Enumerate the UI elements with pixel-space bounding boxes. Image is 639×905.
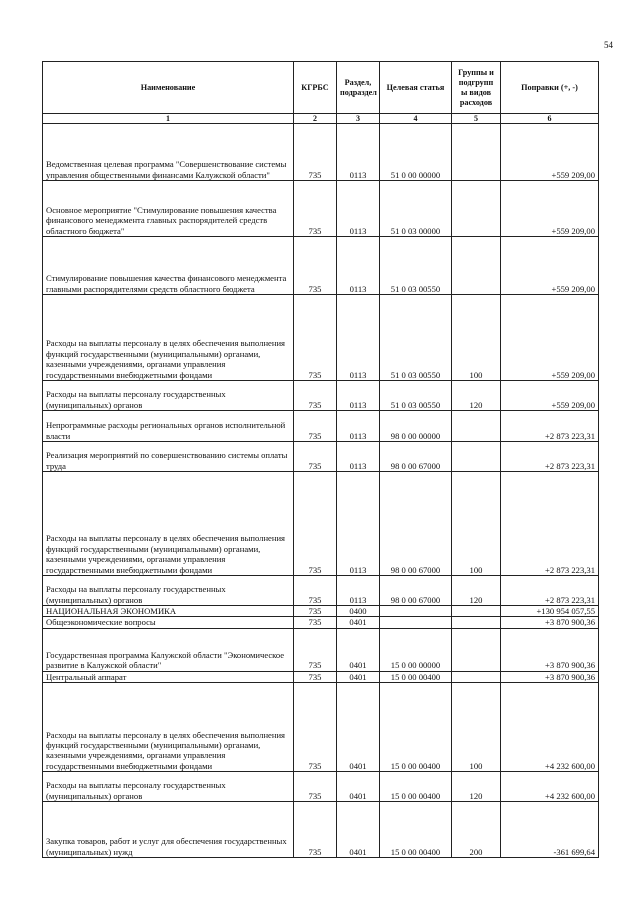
row-name: Стимулирование повышения качества финансового менеджмента главными распорядителями средств областного бюджета bbox=[43, 237, 294, 295]
row-expense-group: 120 bbox=[452, 772, 501, 802]
row-kgrbs: 735 bbox=[294, 617, 337, 628]
row-expense-group: 200 bbox=[452, 802, 501, 858]
header-amendments: Поправки (+, -) bbox=[501, 62, 599, 114]
table-row bbox=[43, 606, 599, 617]
row-expense-group bbox=[452, 606, 501, 617]
row-target-article: 15 0 00 00400 bbox=[380, 802, 452, 858]
row-name: Ведомственная целевая программа "Совершенствование системы управления общественными финансами Калужской области" bbox=[43, 124, 294, 181]
row-expense-group bbox=[452, 617, 501, 628]
row-kgrbs: 735 bbox=[294, 237, 337, 295]
row-expense-group bbox=[452, 671, 501, 682]
row-name: Непрограммные расходы региональных органов исполнительной власти bbox=[43, 411, 294, 442]
column-number: 5 bbox=[452, 114, 501, 124]
row-expense-group bbox=[452, 411, 501, 442]
row-name: Реализация мероприятий по совершенствованию системы оплаты труда bbox=[43, 442, 294, 472]
row-amendment-amount: +130 954 057,55 bbox=[501, 606, 599, 617]
row-target-article bbox=[380, 606, 452, 617]
header-target: Целевая статья bbox=[380, 62, 452, 114]
row-amendment-amount: +2 873 223,31 bbox=[501, 442, 599, 472]
row-section: 0113 bbox=[337, 181, 380, 237]
row-section: 0401 bbox=[337, 628, 380, 671]
row-expense-group bbox=[452, 124, 501, 181]
row-target-article: 98 0 00 67000 bbox=[380, 472, 452, 576]
table-body bbox=[43, 124, 599, 858]
row-section: 0113 bbox=[337, 442, 380, 472]
row-target-article: 15 0 00 00000 bbox=[380, 628, 452, 671]
row-name: Расходы на выплаты персоналу государственных (муниципальных) органов bbox=[43, 576, 294, 606]
table-row bbox=[43, 381, 599, 411]
table-row bbox=[43, 237, 599, 295]
table-row bbox=[43, 295, 599, 381]
column-number-row bbox=[43, 114, 599, 124]
row-kgrbs: 735 bbox=[294, 124, 337, 181]
row-target-article: 51 0 03 00000 bbox=[380, 181, 452, 237]
row-kgrbs: 735 bbox=[294, 671, 337, 682]
table-row bbox=[43, 772, 599, 802]
header-kgrbs: КГРБС bbox=[294, 62, 337, 114]
table-row bbox=[43, 671, 599, 682]
row-name: Расходы на выплаты персоналу в целях обеспечения выполнения функций государственными (муниципальными) органами, казенными учреждениями, органами управления государственными внебюджетными фондами bbox=[43, 295, 294, 381]
row-amendment-amount: +2 873 223,31 bbox=[501, 472, 599, 576]
table-row bbox=[43, 802, 599, 858]
row-kgrbs: 735 bbox=[294, 683, 337, 772]
row-name: Расходы на выплаты персоналу государственных (муниципальных) органов bbox=[43, 772, 294, 802]
row-name: Основное мероприятие "Стимулирование повышения качества финансового менеджмента главных распорядителей средств областного бюджета" bbox=[43, 181, 294, 237]
header-section: Раздел, подраздел bbox=[337, 62, 380, 114]
row-kgrbs: 735 bbox=[294, 606, 337, 617]
row-kgrbs: 735 bbox=[294, 772, 337, 802]
row-amendment-amount: +2 873 223,31 bbox=[501, 411, 599, 442]
column-number: 4 bbox=[380, 114, 452, 124]
table-row bbox=[43, 617, 599, 628]
table-row bbox=[43, 576, 599, 606]
row-expense-group: 100 bbox=[452, 683, 501, 772]
row-target-article: 98 0 00 67000 bbox=[380, 442, 452, 472]
row-kgrbs: 735 bbox=[294, 181, 337, 237]
row-target-article: 15 0 00 00400 bbox=[380, 671, 452, 682]
row-target-article bbox=[380, 617, 452, 628]
row-kgrbs: 735 bbox=[294, 442, 337, 472]
row-kgrbs: 735 bbox=[294, 576, 337, 606]
table-row bbox=[43, 124, 599, 181]
row-name: Расходы на выплаты персоналу государственных (муниципальных) органов bbox=[43, 381, 294, 411]
table-row bbox=[43, 411, 599, 442]
column-number: 2 bbox=[294, 114, 337, 124]
row-amendment-amount: +4 232 600,00 bbox=[501, 683, 599, 772]
row-kgrbs: 735 bbox=[294, 295, 337, 381]
row-amendment-amount: +3 870 900,36 bbox=[501, 671, 599, 682]
row-kgrbs: 735 bbox=[294, 411, 337, 442]
row-section: 0401 bbox=[337, 671, 380, 682]
row-amendment-amount: +3 870 900,36 bbox=[501, 628, 599, 671]
row-name: Расходы на выплаты персоналу в целях обеспечения выполнения функций государственными (муниципальными) органами, казенными учреждениями, органами управления государственными внебюджетными фондами bbox=[43, 472, 294, 576]
row-amendment-amount: -361 699,64 bbox=[501, 802, 599, 858]
row-name: Центральный аппарат bbox=[43, 671, 294, 682]
header-name: Наименование bbox=[43, 62, 294, 114]
row-target-article: 98 0 00 67000 bbox=[380, 576, 452, 606]
row-section: 0113 bbox=[337, 295, 380, 381]
row-amendment-amount: +559 209,00 bbox=[501, 381, 599, 411]
table-row bbox=[43, 628, 599, 671]
header-groups: Группы и подгрупп ы видов расходов bbox=[452, 62, 501, 114]
table-row bbox=[43, 683, 599, 772]
row-target-article: 51 0 00 00000 bbox=[380, 124, 452, 181]
column-number: 3 bbox=[337, 114, 380, 124]
row-expense-group: 100 bbox=[452, 295, 501, 381]
row-expense-group bbox=[452, 181, 501, 237]
row-name: Закупка товаров, работ и услуг для обеспечения государственных (муниципальных) нужд bbox=[43, 802, 294, 858]
row-expense-group: 100 bbox=[452, 472, 501, 576]
row-amendment-amount: +559 209,00 bbox=[501, 237, 599, 295]
row-name: Государственная программа Калужской области "Экономическое развитие в Калужской области" bbox=[43, 628, 294, 671]
row-target-article: 51 0 03 00550 bbox=[380, 237, 452, 295]
page-number: 54 bbox=[604, 40, 613, 50]
row-section: 0401 bbox=[337, 683, 380, 772]
table-header-row bbox=[43, 62, 599, 114]
row-amendment-amount: +4 232 600,00 bbox=[501, 772, 599, 802]
row-section: 0113 bbox=[337, 124, 380, 181]
row-kgrbs: 735 bbox=[294, 381, 337, 411]
row-section: 0113 bbox=[337, 381, 380, 411]
row-kgrbs: 735 bbox=[294, 628, 337, 671]
row-name: Общеэкономические вопросы bbox=[43, 617, 294, 628]
row-name: НАЦИОНАЛЬНАЯ ЭКОНОМИКА bbox=[43, 606, 294, 617]
row-amendment-amount: +2 873 223,31 bbox=[501, 576, 599, 606]
row-amendment-amount: +559 209,00 bbox=[501, 124, 599, 181]
row-section: 0113 bbox=[337, 411, 380, 442]
row-target-article: 51 0 03 00550 bbox=[380, 381, 452, 411]
row-kgrbs: 735 bbox=[294, 802, 337, 858]
row-section: 0401 bbox=[337, 802, 380, 858]
table-row bbox=[43, 442, 599, 472]
row-section: 0113 bbox=[337, 237, 380, 295]
row-expense-group bbox=[452, 442, 501, 472]
row-target-article: 51 0 03 00550 bbox=[380, 295, 452, 381]
column-number: 1 bbox=[43, 114, 294, 124]
row-expense-group bbox=[452, 628, 501, 671]
row-expense-group bbox=[452, 237, 501, 295]
row-target-article: 15 0 00 00400 bbox=[380, 772, 452, 802]
budget-amendments-table bbox=[42, 61, 599, 858]
row-target-article: 15 0 00 00400 bbox=[380, 683, 452, 772]
row-amendment-amount: +559 209,00 bbox=[501, 295, 599, 381]
row-kgrbs: 735 bbox=[294, 472, 337, 576]
row-target-article: 98 0 00 00000 bbox=[380, 411, 452, 442]
row-name: Расходы на выплаты персоналу в целях обеспечения выполнения функций государственными (муниципальными) органами, казенными учреждениями, органами управления государственными внебюджетными фондами bbox=[43, 683, 294, 772]
row-expense-group: 120 bbox=[452, 381, 501, 411]
column-number: 6 bbox=[501, 114, 599, 124]
row-section: 0401 bbox=[337, 772, 380, 802]
table-row bbox=[43, 472, 599, 576]
row-amendment-amount: +559 209,00 bbox=[501, 181, 599, 237]
row-section: 0113 bbox=[337, 472, 380, 576]
row-expense-group: 120 bbox=[452, 576, 501, 606]
row-section: 0113 bbox=[337, 576, 380, 606]
row-section: 0401 bbox=[337, 617, 380, 628]
table-row bbox=[43, 181, 599, 237]
row-section: 0400 bbox=[337, 606, 380, 617]
row-amendment-amount: +3 870 900,36 bbox=[501, 617, 599, 628]
